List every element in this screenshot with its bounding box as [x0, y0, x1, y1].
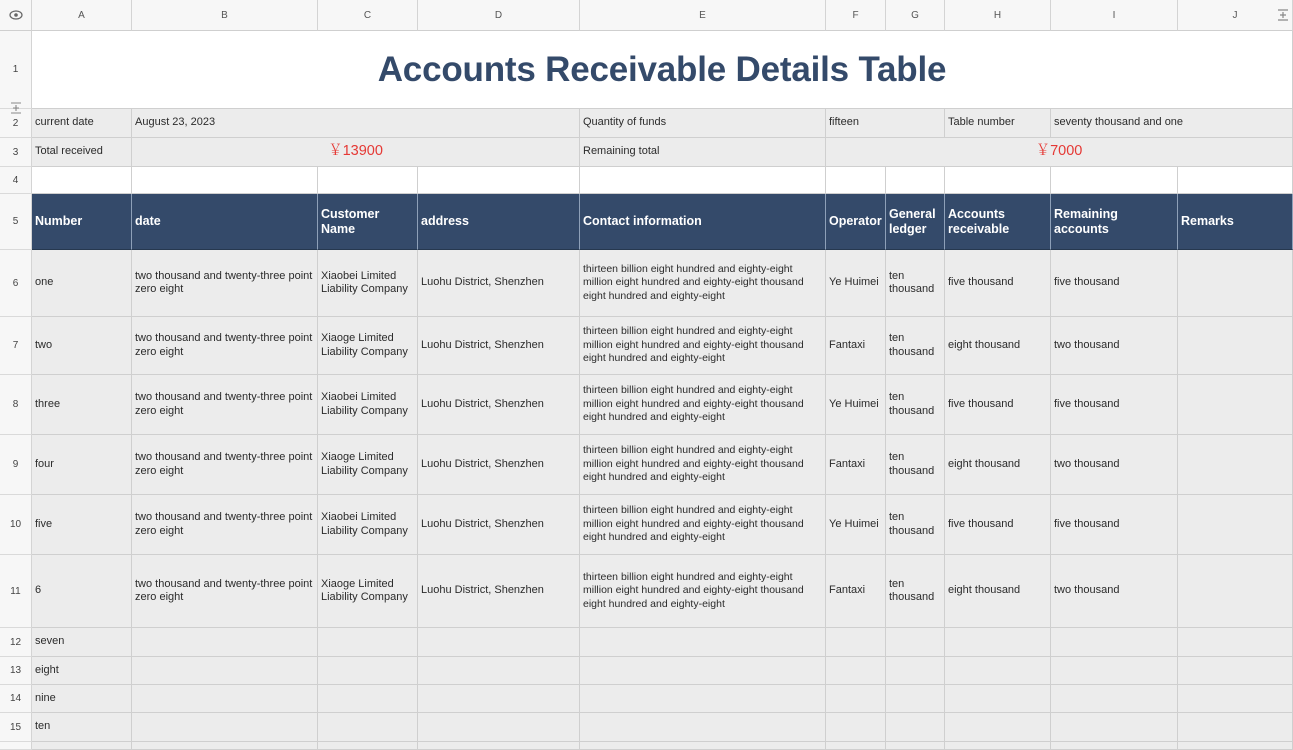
- table-cell[interactable]: five thousand: [1051, 495, 1178, 555]
- table-cell[interactable]: [945, 713, 1051, 742]
- table-cell[interactable]: [945, 657, 1051, 685]
- table-cell[interactable]: [580, 657, 826, 685]
- table-cell[interactable]: [318, 657, 418, 685]
- table-cell[interactable]: two thousand and twenty-three point zero eight: [132, 435, 318, 495]
- table-cell[interactable]: [132, 657, 318, 685]
- empty-cell-i4[interactable]: [1051, 167, 1178, 194]
- table-cell[interactable]: [1178, 713, 1293, 742]
- column-header-e[interactable]: E: [580, 0, 826, 31]
- row-header-6[interactable]: 6: [0, 250, 32, 317]
- table-cell[interactable]: ten thousand: [886, 375, 945, 435]
- column-header-a[interactable]: A: [32, 0, 132, 31]
- table-cell[interactable]: eight thousand: [945, 435, 1051, 495]
- table-cell[interactable]: four: [32, 435, 132, 495]
- table-cell[interactable]: [1178, 435, 1293, 495]
- partial-cell[interactable]: [32, 742, 132, 750]
- table-cell[interactable]: eight thousand: [945, 555, 1051, 628]
- column-title-3[interactable]: Customer Name: [318, 194, 418, 250]
- table-cell[interactable]: two thousand: [1051, 555, 1178, 628]
- empty-cell-h4[interactable]: [945, 167, 1051, 194]
- row-header-2[interactable]: 2: [0, 109, 32, 138]
- table-cell[interactable]: one: [32, 250, 132, 317]
- row-header-9[interactable]: 9: [0, 435, 32, 495]
- table-cell[interactable]: Ye Huimei: [826, 250, 886, 317]
- partial-cell[interactable]: [580, 742, 826, 750]
- empty-cell-c4[interactable]: [318, 167, 418, 194]
- table-cell[interactable]: [945, 628, 1051, 657]
- row-header-8[interactable]: 8: [0, 375, 32, 435]
- table-cell[interactable]: nine: [32, 685, 132, 713]
- row-header-12[interactable]: 12: [0, 628, 32, 657]
- table-cell[interactable]: Xiaobei Limited Liability Company: [318, 250, 418, 317]
- current-date-label[interactable]: current date: [32, 109, 132, 138]
- row-header-10[interactable]: 10: [0, 495, 32, 555]
- table-cell[interactable]: [945, 685, 1051, 713]
- column-title-7[interactable]: General ledger: [886, 194, 945, 250]
- table-cell[interactable]: [1178, 555, 1293, 628]
- table-cell[interactable]: three: [32, 375, 132, 435]
- table-cell[interactable]: [580, 713, 826, 742]
- table-cell[interactable]: thirteen billion eight hundred and eighty-eight million eight hundred and eighty-eight thousand eight hundred and eighty-eight: [580, 435, 826, 495]
- table-cell[interactable]: [132, 685, 318, 713]
- table-cell[interactable]: seven: [32, 628, 132, 657]
- table-cell[interactable]: thirteen billion eight hundred and eighty-eight million eight hundred and eighty-eight thousand eight hundred and eighty-eight: [580, 250, 826, 317]
- table-cell[interactable]: [580, 628, 826, 657]
- table-cell[interactable]: [1051, 657, 1178, 685]
- partial-cell[interactable]: [826, 742, 886, 750]
- column-title-10[interactable]: Remarks: [1178, 194, 1293, 250]
- column-title-1[interactable]: Number: [32, 194, 132, 250]
- column-title-8[interactable]: Accounts receivable: [945, 194, 1051, 250]
- current-date-value[interactable]: August 23, 2023: [132, 109, 580, 138]
- table-cell[interactable]: five thousand: [1051, 250, 1178, 317]
- partial-cell[interactable]: [886, 742, 945, 750]
- table-cell[interactable]: two thousand and twenty-three point zero eight: [132, 250, 318, 317]
- row-header-14[interactable]: 14: [0, 685, 32, 713]
- row-header-4[interactable]: 4: [0, 167, 32, 194]
- table-cell[interactable]: Fantaxi: [826, 555, 886, 628]
- table-cell[interactable]: Ye Huimei: [826, 375, 886, 435]
- remaining-total-label[interactable]: Remaining total: [580, 138, 826, 167]
- eye-icon: [9, 10, 23, 20]
- table-cell[interactable]: Fantaxi: [826, 317, 886, 375]
- table-cell[interactable]: ten thousand: [886, 317, 945, 375]
- table-cell[interactable]: Fantaxi: [826, 435, 886, 495]
- table-cell[interactable]: two thousand and twenty-three point zero eight: [132, 317, 318, 375]
- empty-cell-e4[interactable]: [580, 167, 826, 194]
- table-cell[interactable]: Xiaoge Limited Liability Company: [318, 435, 418, 495]
- table-cell[interactable]: ten: [32, 713, 132, 742]
- empty-cell-b4[interactable]: [132, 167, 318, 194]
- empty-cell-f4[interactable]: [826, 167, 886, 194]
- table-cell[interactable]: [1178, 375, 1293, 435]
- table-cell[interactable]: [1178, 628, 1293, 657]
- table-cell[interactable]: [1178, 495, 1293, 555]
- column-header-g[interactable]: G: [886, 0, 945, 31]
- partial-cell[interactable]: [945, 742, 1051, 750]
- quantity-of-funds-label[interactable]: Quantity of funds: [580, 109, 826, 138]
- partial-cell[interactable]: [1178, 742, 1293, 750]
- column-title-9[interactable]: Remaining accounts: [1051, 194, 1178, 250]
- table-cell[interactable]: [1051, 713, 1178, 742]
- table-cell[interactable]: two thousand and twenty-three point zero eight: [132, 555, 318, 628]
- table-cell[interactable]: Xiaoge Limited Liability Company: [318, 555, 418, 628]
- column-header-b[interactable]: B: [132, 0, 318, 31]
- table-cell[interactable]: [886, 713, 945, 742]
- partial-cell[interactable]: [418, 742, 580, 750]
- table-cell[interactable]: [132, 628, 318, 657]
- empty-cell-d4[interactable]: [418, 167, 580, 194]
- table-cell[interactable]: [1178, 317, 1293, 375]
- table-cell[interactable]: [826, 713, 886, 742]
- table-cell[interactable]: [886, 628, 945, 657]
- empty-cell-j4[interactable]: [1178, 167, 1293, 194]
- row-header-15[interactable]: 15: [0, 713, 32, 742]
- table-cell[interactable]: Ye Huimei: [826, 495, 886, 555]
- table-cell[interactable]: Luohu District, Shenzhen: [418, 375, 580, 435]
- table-cell[interactable]: Xiaoge Limited Liability Company: [318, 317, 418, 375]
- partial-cell[interactable]: [132, 742, 318, 750]
- table-cell[interactable]: [826, 685, 886, 713]
- partial-cell[interactable]: [1051, 742, 1178, 750]
- table-cell[interactable]: [1178, 657, 1293, 685]
- table-cell[interactable]: Luohu District, Shenzhen: [418, 495, 580, 555]
- row-header-3[interactable]: 3: [0, 138, 32, 167]
- table-cell[interactable]: two thousand and twenty-three point zero eight: [132, 495, 318, 555]
- table-cell[interactable]: thirteen billion eight hundred and eighty-eight million eight hundred and eighty-eight thousand eight hundred and eighty-eight: [580, 555, 826, 628]
- column-title-2[interactable]: date: [132, 194, 318, 250]
- total-received-value[interactable]: ￥13900: [132, 138, 580, 167]
- column-title-4[interactable]: address: [418, 194, 580, 250]
- table-cell[interactable]: two thousand: [1051, 317, 1178, 375]
- table-cell[interactable]: Xiaobei Limited Liability Company: [318, 495, 418, 555]
- remaining-total-value[interactable]: ￥7000: [826, 138, 1293, 167]
- row-header-7[interactable]: 7: [0, 317, 32, 375]
- row-header-11[interactable]: 11: [0, 555, 32, 628]
- table-cell[interactable]: ten thousand: [886, 555, 945, 628]
- table-cell[interactable]: thirteen billion eight hundred and eighty-eight million eight hundred and eighty-eight thousand eight hundred and eighty-eight: [580, 317, 826, 375]
- table-cell[interactable]: [1051, 628, 1178, 657]
- column-header-c[interactable]: C: [318, 0, 418, 31]
- column-header-i[interactable]: I: [1051, 0, 1178, 31]
- table-cell[interactable]: [886, 657, 945, 685]
- table-cell[interactable]: five thousand: [945, 495, 1051, 555]
- row-header-13[interactable]: 13: [0, 657, 32, 685]
- freeze-column-icon[interactable]: [1276, 8, 1292, 24]
- table-cell[interactable]: five thousand: [1051, 375, 1178, 435]
- select-all-corner[interactable]: [0, 0, 32, 31]
- table-cell[interactable]: 6: [32, 555, 132, 628]
- table-cell[interactable]: [1178, 250, 1293, 317]
- row-header-partial: [0, 742, 32, 750]
- row-header-1[interactable]: 1: [0, 31, 32, 109]
- table-cell[interactable]: [826, 628, 886, 657]
- empty-cell-g4[interactable]: [886, 167, 945, 194]
- table-cell[interactable]: [418, 685, 580, 713]
- freeze-row-icon[interactable]: [10, 102, 24, 116]
- table-cell[interactable]: [580, 685, 826, 713]
- table-cell[interactable]: ten thousand: [886, 435, 945, 495]
- table-cell[interactable]: [1178, 685, 1293, 713]
- column-header-j[interactable]: J: [1178, 0, 1293, 31]
- table-cell[interactable]: two thousand and twenty-three point zero eight: [132, 375, 318, 435]
- empty-cell-a4[interactable]: [32, 167, 132, 194]
- table-cell[interactable]: Luohu District, Shenzhen: [418, 317, 580, 375]
- table-cell[interactable]: thirteen billion eight hundred and eighty-eight million eight hundred and eighty-eight thousand eight hundred and eighty-eight: [580, 495, 826, 555]
- row-header-5[interactable]: 5: [0, 194, 32, 250]
- table-cell[interactable]: five: [32, 495, 132, 555]
- table-cell[interactable]: two: [32, 317, 132, 375]
- table-cell[interactable]: [418, 657, 580, 685]
- table-cell[interactable]: five thousand: [945, 250, 1051, 317]
- table-cell[interactable]: [418, 713, 580, 742]
- column-header-d[interactable]: D: [418, 0, 580, 31]
- total-received-label[interactable]: Total received: [32, 138, 132, 167]
- partial-cell[interactable]: [318, 742, 418, 750]
- table-cell[interactable]: eight thousand: [945, 317, 1051, 375]
- table-cell[interactable]: Xiaobei Limited Liability Company: [318, 375, 418, 435]
- page-title[interactable]: Accounts Receivable Details Table: [32, 31, 1293, 109]
- table-cell[interactable]: [826, 657, 886, 685]
- column-title-6[interactable]: Operator: [826, 194, 886, 250]
- table-cell[interactable]: ten thousand: [886, 495, 945, 555]
- table-cell[interactable]: eight: [32, 657, 132, 685]
- column-header-h[interactable]: H: [945, 0, 1051, 31]
- table-cell[interactable]: [318, 685, 418, 713]
- table-cell[interactable]: Luohu District, Shenzhen: [418, 250, 580, 317]
- column-title-5[interactable]: Contact information: [580, 194, 826, 250]
- table-cell[interactable]: ten thousand: [886, 250, 945, 317]
- table-cell[interactable]: [418, 628, 580, 657]
- table-number-label[interactable]: Table number: [945, 109, 1051, 138]
- table-cell[interactable]: Luohu District, Shenzhen: [418, 435, 580, 495]
- table-cell[interactable]: five thousand: [945, 375, 1051, 435]
- table-number-value[interactable]: seventy thousand and one: [1051, 109, 1293, 138]
- table-cell[interactable]: [132, 713, 318, 742]
- table-cell[interactable]: [318, 713, 418, 742]
- table-cell[interactable]: two thousand: [1051, 435, 1178, 495]
- table-cell[interactable]: Luohu District, Shenzhen: [418, 555, 580, 628]
- table-cell[interactable]: [886, 685, 945, 713]
- table-cell[interactable]: [1051, 685, 1178, 713]
- table-cell[interactable]: thirteen billion eight hundred and eighty-eight million eight hundred and eighty-eight thousand eight hundred and eighty-eight: [580, 375, 826, 435]
- column-header-f[interactable]: F: [826, 0, 886, 31]
- table-cell[interactable]: [318, 628, 418, 657]
- quantity-of-funds-value[interactable]: fifteen: [826, 109, 945, 138]
